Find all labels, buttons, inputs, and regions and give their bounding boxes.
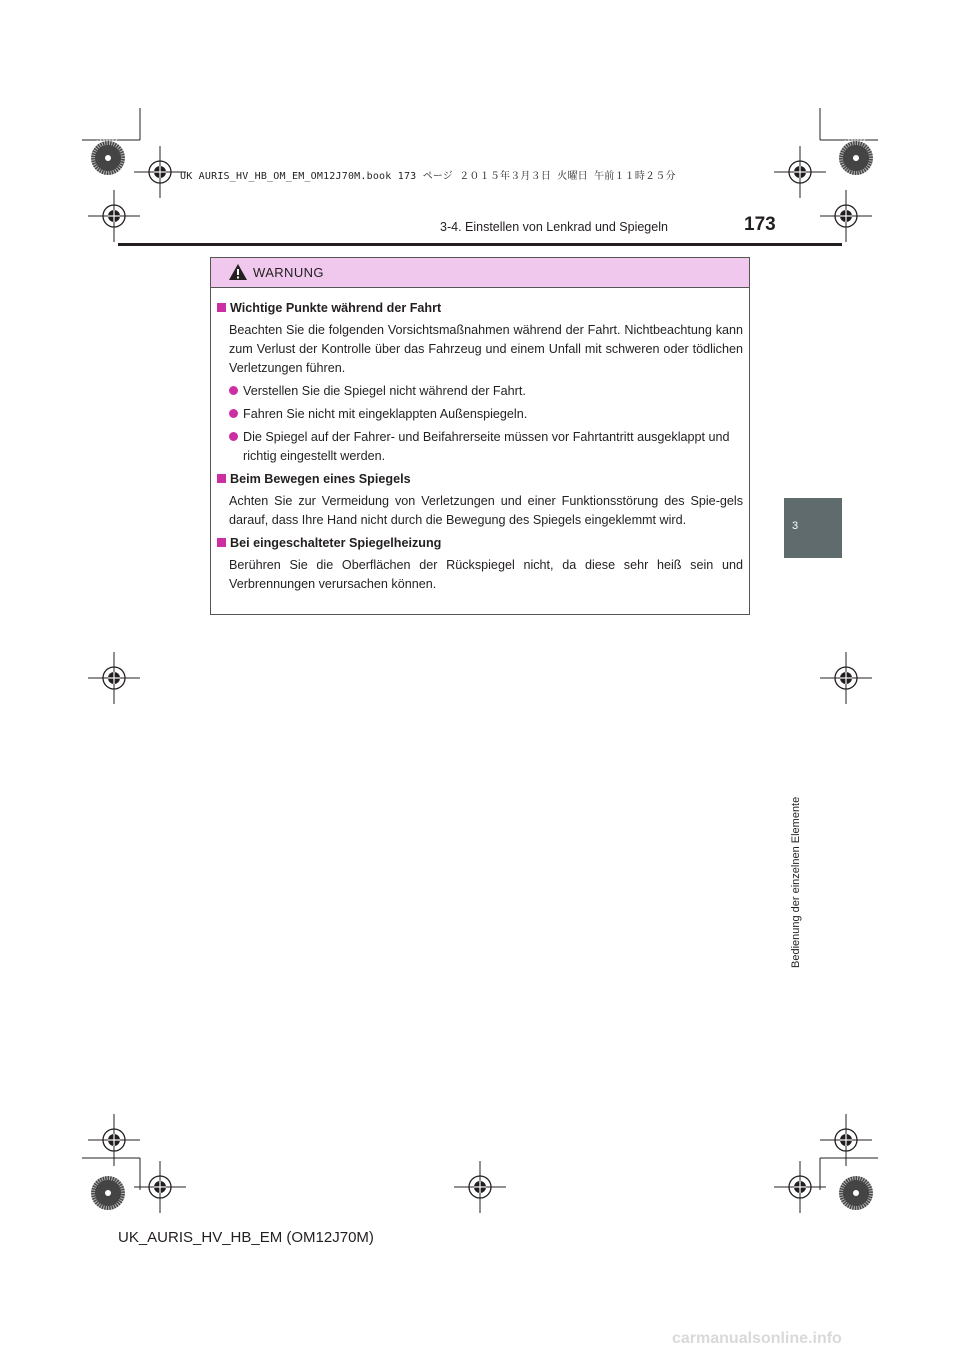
print-stamp: UK AURIS_HV_HB_OM_EM_OM12J70M.book 173 ページ ２０１５年３月３日 火曜日 午前１１時２５分 [180, 171, 676, 182]
section-heading: Wichtige Punkte während der Fahrt [217, 299, 743, 318]
warning-content [217, 299, 743, 598]
chapter-side-title [785, 768, 807, 968]
bullet-item: Fahren Sie nicht mit eingeklappten Außenspiegeln. [229, 405, 743, 424]
bullet-item: Die Spiegel auf der Fahrer- und Beifahrerseite müssen vor Fahrtantritt ausgeklappt und richtig eingestellt werden. [229, 428, 743, 466]
page-number: 173 [744, 214, 776, 235]
bullet-dot-icon [229, 432, 238, 441]
bullet-dot-icon [229, 386, 238, 395]
section-text: Achten Sie zur Vermeidung von Verletzungen und einer Funktionsstörung des Spie-gels darauf, dass Ihre Hand nicht durch die Bewegung des Spiegels eingeklemmt wird. [229, 494, 743, 527]
watermark: carmanualsonline.info [672, 1330, 842, 1347]
warning-label: WARNUNG [253, 265, 324, 280]
header-rule [118, 243, 842, 246]
square-bullet-icon [217, 474, 226, 483]
chapter-tab [784, 498, 842, 558]
section-heading: Beim Bewegen eines Spiegels [217, 470, 743, 489]
square-bullet-icon [217, 303, 226, 312]
document-code: UK_AURIS_HV_HB_EM (OM12J70M) [118, 1229, 374, 1246]
section-text: Beachten Sie die folgenden Vorsichtsmaßnahmen während der Fahrt. Nichtbeachtung kann zum Verlust der Kontrolle über das Fahrzeug und einem Unfall mit schweren oder tödlichen Verletzungen führen. [229, 323, 743, 375]
bullet-item: Verstellen Sie die Spiegel nicht während der Fahrt. [229, 382, 743, 401]
square-bullet-icon [217, 538, 226, 547]
chapter-number: 3 [792, 520, 799, 532]
chapter-title: Bedienung der einzelnen Elemente [790, 796, 802, 968]
section-title: 3-4. Einstellen von Lenkrad und Spiegeln [440, 220, 668, 234]
section-heading: Bei eingeschalteter Spiegelheizung [217, 534, 743, 553]
section-text: Berühren Sie die Oberflächen der Rückspiegel nicht, da diese sehr heiß sein und Verbrennungen verursachen können. [229, 558, 743, 591]
warning-triangle-icon [228, 263, 248, 281]
warning-box [210, 257, 750, 615]
bullet-dot-icon [229, 409, 238, 418]
warning-header [211, 258, 749, 288]
